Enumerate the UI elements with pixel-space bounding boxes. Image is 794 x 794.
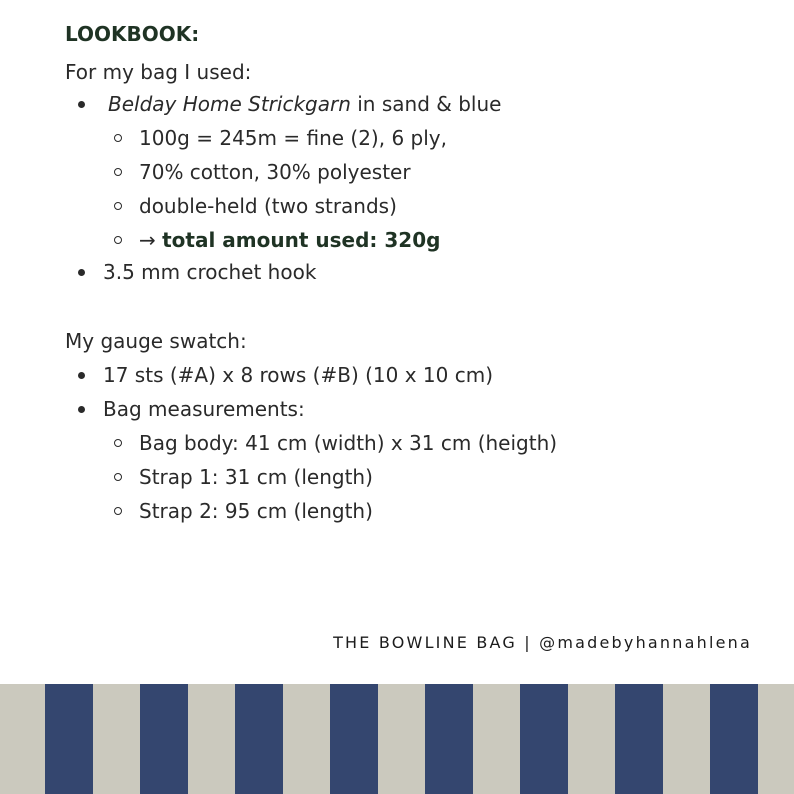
footer-brand: THE BOWLINE BAG | @madebyhannahlena (333, 633, 752, 652)
blue-stripe (520, 684, 568, 794)
striped-banner (0, 684, 794, 794)
gauge-swatch: 17 sts (#A) x 8 rows (#B) (10 x 10 cm) (103, 363, 494, 387)
blue-stripe (425, 684, 473, 794)
sub-bullet-circle (114, 202, 122, 210)
measurement-strap-1: Strap 1: 31 cm (length) (139, 465, 373, 489)
blue-stripe (235, 684, 283, 794)
materials-intro: For my bag I used: (65, 60, 252, 84)
blue-stripe (330, 684, 378, 794)
bullet-dot (78, 372, 85, 379)
yarn-detail-weight: 100g = 245m = fine (2), 6 ply, (139, 126, 447, 150)
sub-bullet-circle (114, 473, 122, 481)
yarn-detail-held: double-held (two strands) (139, 194, 397, 218)
blue-stripe (45, 684, 93, 794)
hook-item: 3.5 mm crochet hook (103, 260, 317, 284)
yarn-name: Belday Home Strickgarn (108, 92, 351, 116)
blue-stripe (615, 684, 663, 794)
yarn-suffix: in sand & blue (350, 92, 502, 116)
sub-bullet-circle (114, 439, 122, 447)
yarn-detail-composition: 70% cotton, 30% polyester (139, 160, 411, 184)
yarn-total (139, 227, 440, 253)
measurement-strap-2: Strap 2: 95 cm (length) (139, 499, 373, 523)
bullet-dot (78, 406, 85, 413)
measurement-body: Bag body: 41 cm (width) x 31 cm (heigth) (139, 431, 558, 455)
gauge-intro: My gauge swatch: (65, 329, 247, 353)
sub-bullet-circle (114, 236, 122, 244)
sub-bullet-circle (114, 168, 122, 176)
yarn-total-amount: total amount used: 320g (162, 228, 441, 252)
bullet-dot (78, 269, 85, 276)
sub-bullet-circle (114, 507, 122, 515)
measurements-label: Bag measurements: (103, 397, 305, 421)
blue-stripe (710, 684, 758, 794)
arrow-icon: → (139, 228, 156, 252)
bullet-dot (78, 101, 85, 108)
sub-bullet-circle (114, 134, 122, 142)
blue-stripe (140, 684, 188, 794)
yarn-line (108, 91, 501, 117)
lookbook-heading: LOOKBOOK: (65, 22, 200, 46)
